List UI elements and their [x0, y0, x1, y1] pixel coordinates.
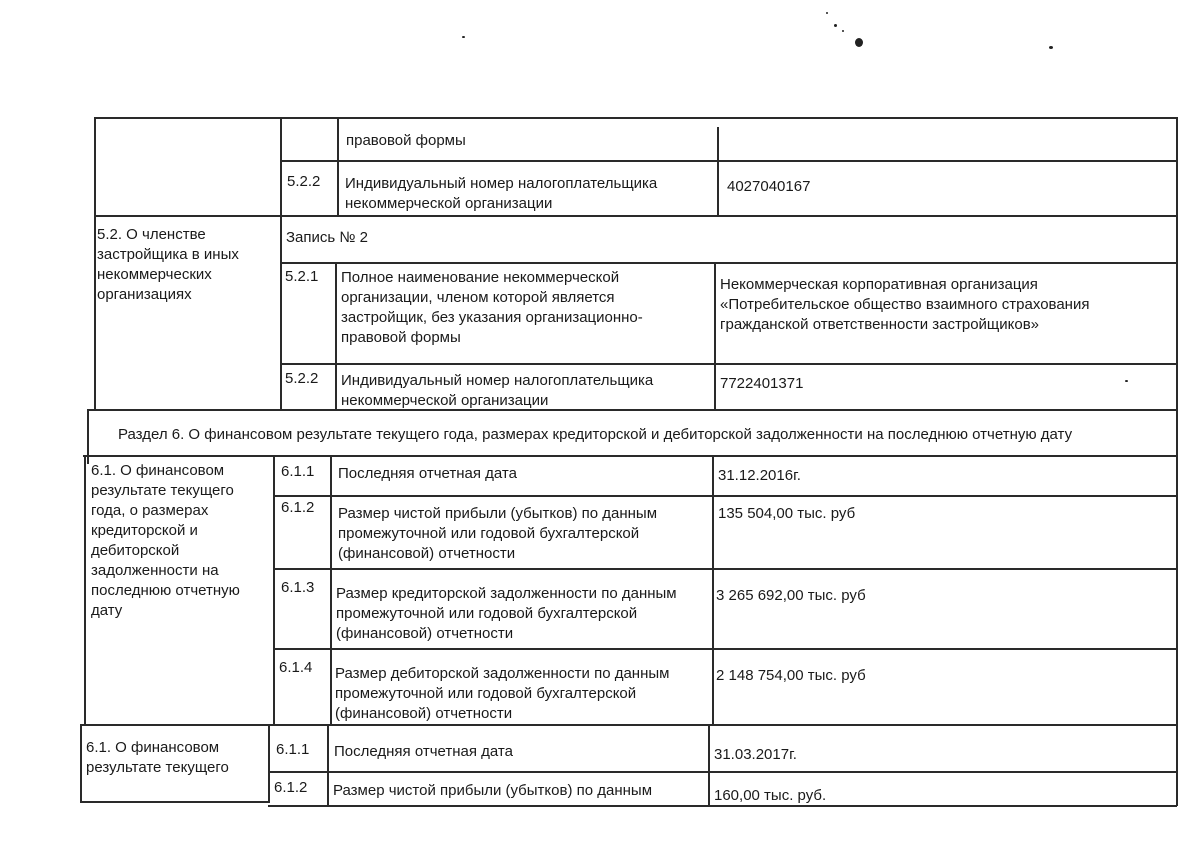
scan-speck: [826, 12, 828, 14]
row-code: 6.1.1: [276, 741, 310, 758]
table-border: [80, 801, 270, 803]
section-heading: Раздел 6. О финансовом результате текущего года, размерах кредиторской и дебиторской задолженности на последнюю отчетную дату: [118, 426, 1073, 443]
row-name: Индивидуальный номер налогоплательщика некоммерческой организации: [341, 372, 654, 409]
table-border: [280, 363, 1177, 365]
table-border: [84, 455, 86, 725]
table-border: [94, 117, 1177, 119]
scan-speck: [834, 24, 837, 27]
row-value: 3 265 692,00 тыс. руб: [716, 587, 866, 604]
table-border: [273, 568, 1177, 570]
table-border: [80, 724, 1177, 726]
row-code: 5.2.2: [285, 370, 319, 387]
scan-speck: [842, 30, 844, 32]
table-border: [280, 160, 1177, 162]
row-value: 4027040167: [727, 178, 811, 195]
section-label: 6.1. О финансовом результате текущего года, о размерах кредиторской и дебиторской задолженности на последнюю отчетную дату: [91, 462, 240, 619]
scan-speck: [855, 38, 863, 47]
row-code: 5.2.2: [287, 173, 321, 190]
scan-speck: [462, 36, 465, 38]
table-border: [1176, 724, 1178, 806]
row-name: Размер чистой прибыли (убытков) по данным: [333, 782, 653, 799]
table-border: [327, 724, 329, 806]
table-border: [268, 771, 1177, 773]
row-name: Размер чистой прибыли (убытков) по данным промежуточной или годовой бухгалтерской (финансовой) отчетности: [338, 505, 658, 562]
row-name: Индивидуальный номер налогоплательщика некоммерческой организации: [345, 175, 658, 212]
row-code: 6.1.3: [281, 579, 315, 596]
row-value: 31.03.2017г.: [714, 746, 797, 763]
row-code: 6.1.2: [274, 779, 308, 796]
row-value: Некоммерческая корпоративная организация «Потребительское общество взаимного страхования гражданской ответственности застройщиков»: [720, 276, 1090, 333]
row-code: 6.1.1: [281, 463, 315, 480]
row-name: Полное наименование некоммерческой организации, членом которой является застройщик, без указания организационно-правовой формы: [341, 269, 643, 346]
record-title: Запись № 2: [286, 229, 368, 246]
table-border: [273, 495, 1177, 497]
row-value: 160,00 тыс. руб.: [714, 787, 827, 804]
scan-speck: [1049, 46, 1053, 49]
row-code: 6.1.2: [281, 499, 315, 516]
table-border: [714, 262, 716, 410]
row-name: Размер кредиторской задолженности по данным промежуточной или годовой бухгалтерской (финансовой) отчетности: [336, 585, 677, 642]
row-name: Последняя отчетная дата: [338, 465, 517, 482]
table-border: [708, 724, 710, 806]
row-value: 2 148 754,00 тыс. руб: [716, 667, 866, 684]
row-name: Последняя отчетная дата: [334, 743, 513, 760]
table-border: [80, 724, 82, 802]
table-border: [83, 455, 1177, 457]
row-name: Размер дебиторской задолженности по данным промежуточной или годовой бухгалтерской (финансовой) отчетности: [335, 665, 670, 722]
row-value: 135 504,00 тыс. руб: [718, 505, 856, 522]
row-value: 31.12.2016г.: [718, 467, 801, 484]
carry-over-text: правовой формы: [346, 132, 466, 149]
table-border: [273, 648, 1177, 650]
section-label: 5.2. О членстве застройщика в иных некоммерческих организациях: [97, 226, 239, 303]
table-border: [268, 724, 270, 802]
table-border: [337, 117, 339, 217]
row-value: 7722401371: [720, 375, 804, 392]
table-border: [335, 262, 337, 410]
table-border: [717, 127, 719, 217]
section-label: 6.1. О финансовом результате текущего: [86, 739, 229, 776]
table-border: [94, 215, 1177, 217]
row-code: 6.1.4: [279, 659, 313, 676]
table-border: [280, 262, 1177, 264]
table-border: [94, 117, 96, 410]
row-code: 5.2.1: [285, 268, 319, 285]
